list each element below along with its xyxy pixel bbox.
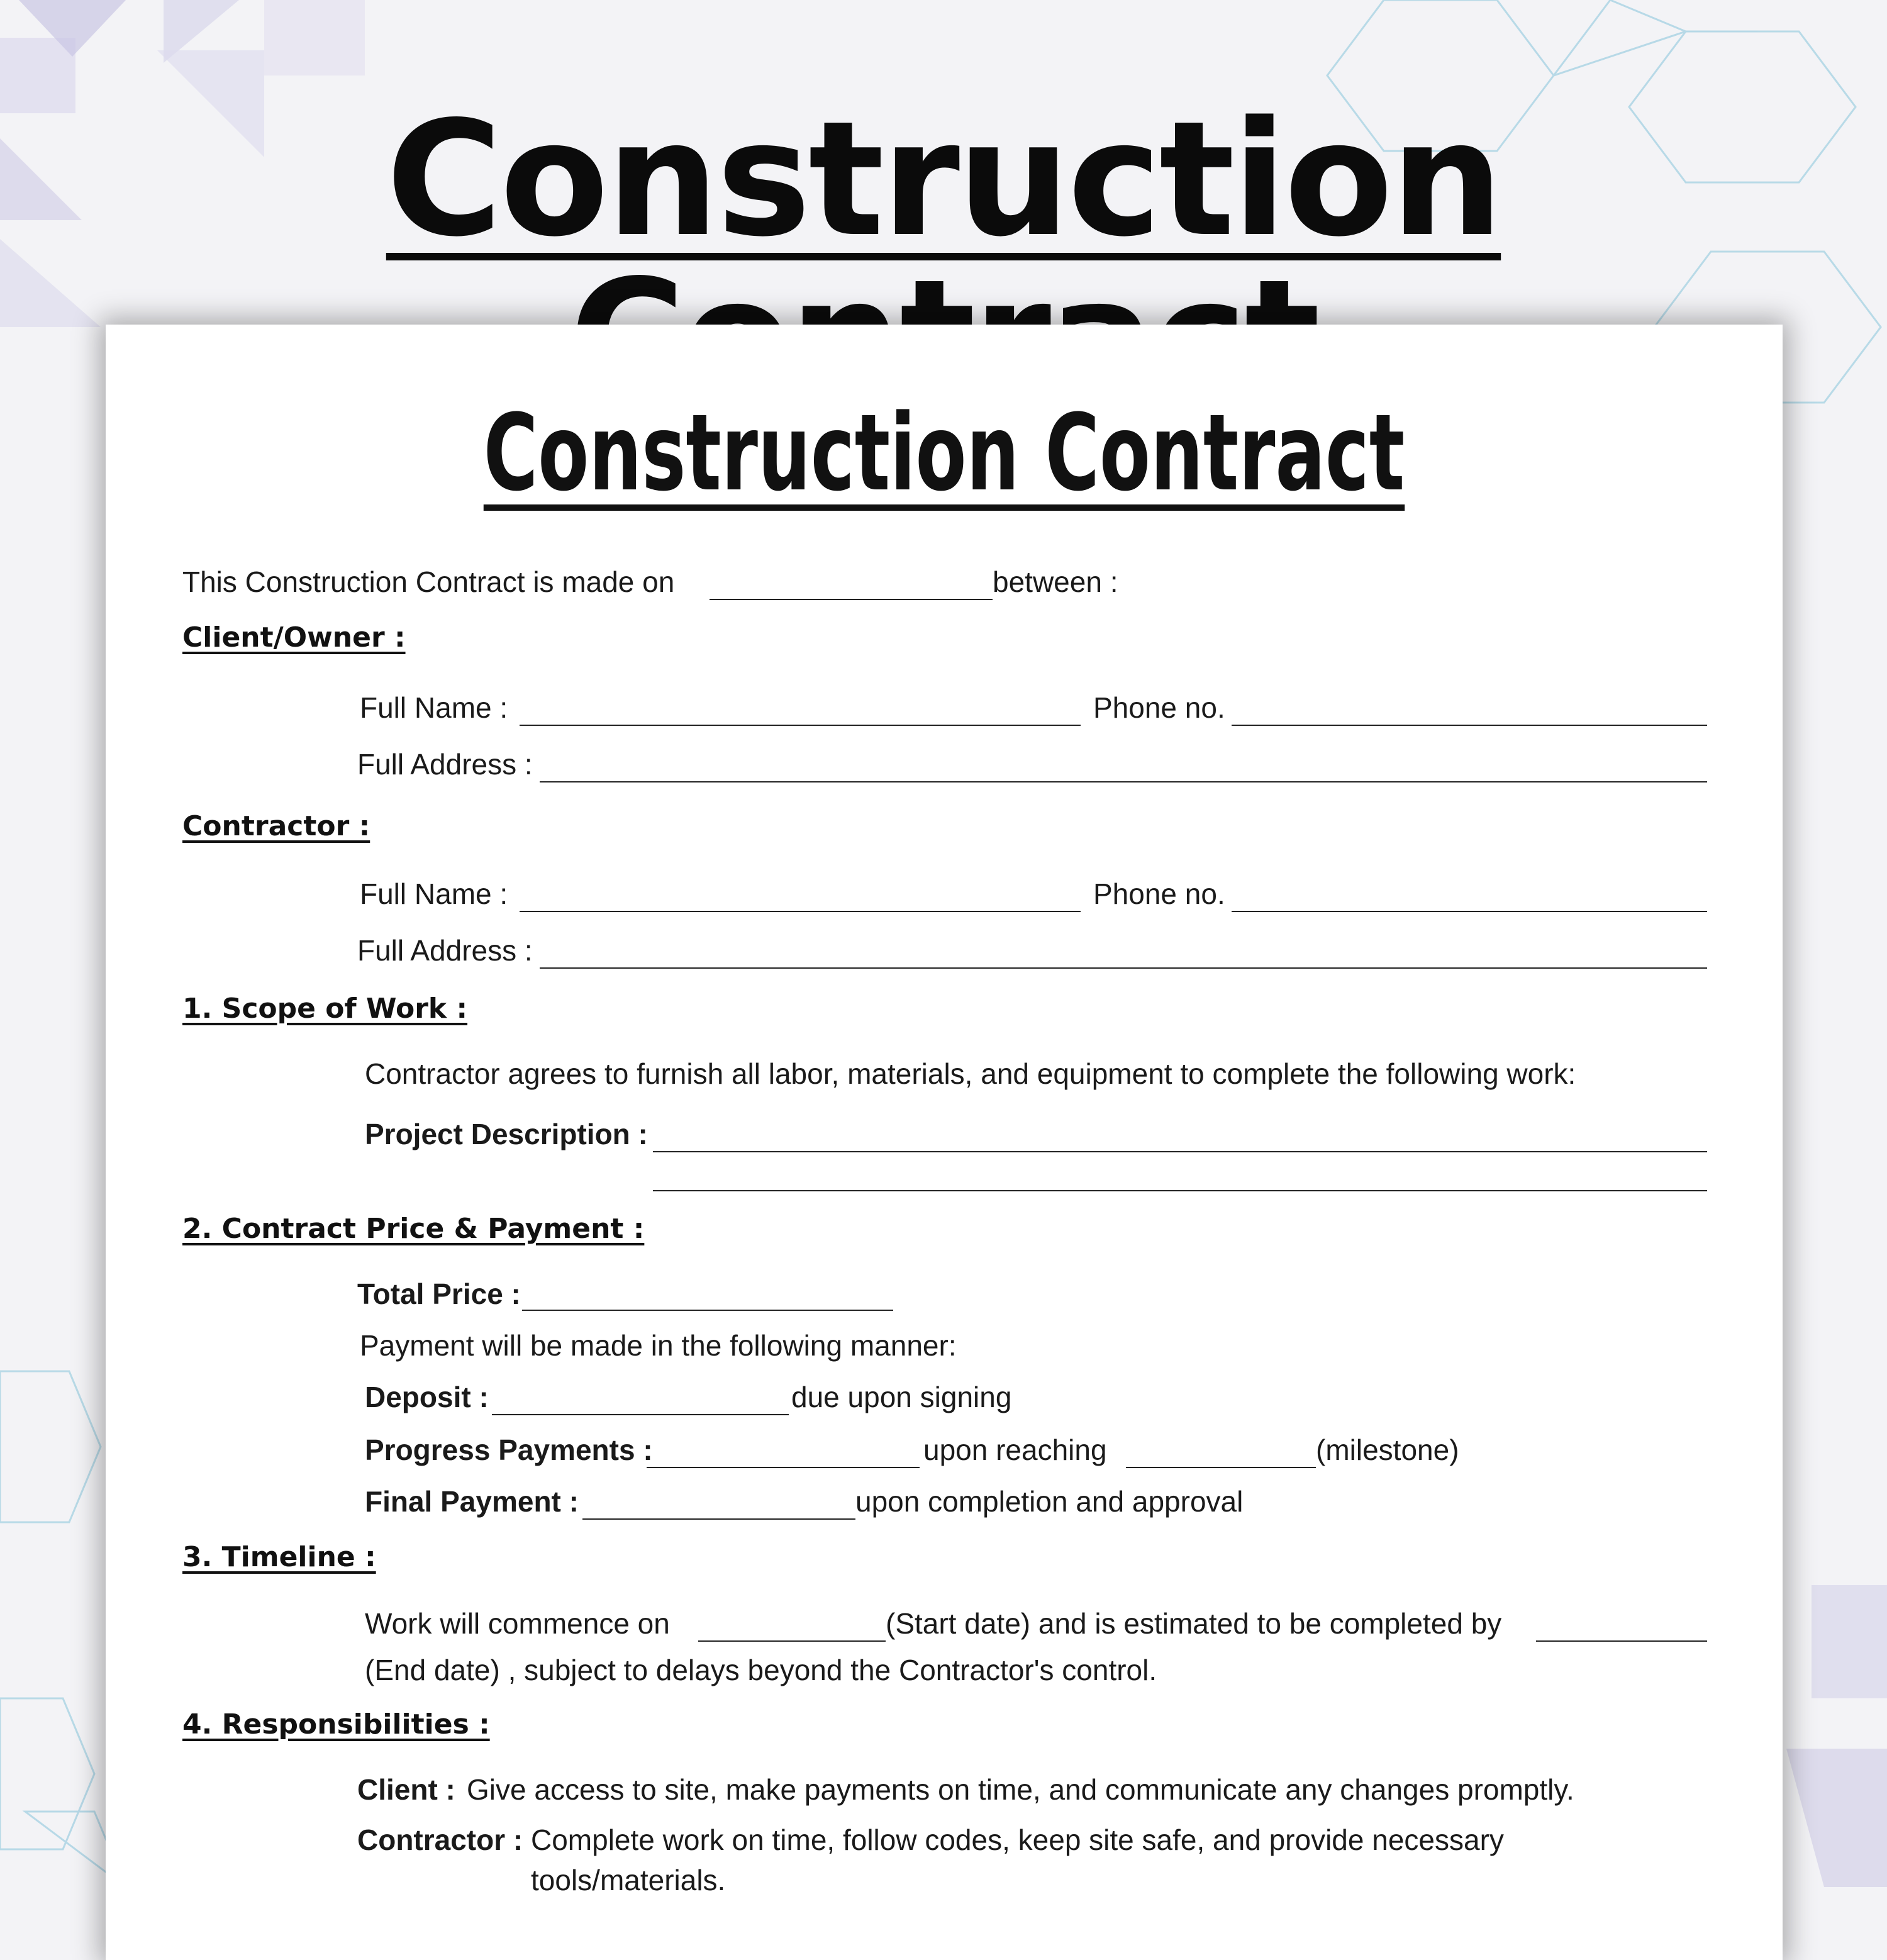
timeline-line2: (End date) , subject to delays beyond the Contractor's control. bbox=[365, 1654, 1157, 1686]
project-description-field-2[interactable] bbox=[653, 1190, 1707, 1191]
progress-mid-text: upon reaching bbox=[923, 1434, 1107, 1466]
milestone-field[interactable] bbox=[1126, 1467, 1316, 1468]
client-address-label: Full Address : bbox=[357, 748, 533, 781]
contractor-heading: Contractor : bbox=[182, 810, 370, 842]
timeline-prefix: Work will commence on bbox=[365, 1607, 670, 1640]
client-heading: Client/Owner : bbox=[182, 621, 406, 654]
final-payment-suffix: upon completion and approval bbox=[855, 1485, 1244, 1518]
intro-between: between : bbox=[993, 565, 1118, 598]
scope-text: Contractor agrees to furnish all labor, materials, and equipment to complete the following work: bbox=[365, 1057, 1576, 1090]
final-payment-label: Final Payment : bbox=[365, 1485, 579, 1518]
document-title: Construction Contract bbox=[483, 391, 1405, 515]
progress-payments-label: Progress Payments : bbox=[365, 1434, 653, 1466]
progress-payments-field[interactable] bbox=[647, 1467, 920, 1468]
deposit-field[interactable] bbox=[492, 1414, 789, 1415]
client-responsibility-text: Give access to site, make payments on time, and communicate any changes promptly. bbox=[467, 1773, 1574, 1806]
contractor-address-label: Full Address : bbox=[357, 934, 533, 967]
client-name-label: Full Name : bbox=[360, 691, 508, 724]
project-description-field[interactable] bbox=[653, 1151, 1707, 1152]
contractor-address-field[interactable] bbox=[540, 967, 1707, 969]
start-date-field[interactable] bbox=[698, 1640, 886, 1642]
intro-text: This Construction Contract is made on bbox=[182, 565, 675, 598]
contractor-phone-label: Phone no. bbox=[1093, 877, 1225, 910]
client-responsibility-label: Client : bbox=[357, 1773, 455, 1806]
deposit-label: Deposit : bbox=[365, 1381, 489, 1413]
timeline-mid-text: (Start date) and is estimated to be completed by bbox=[886, 1607, 1502, 1640]
contract-document bbox=[106, 325, 1783, 1960]
client-name-field[interactable] bbox=[520, 725, 1081, 726]
timeline-heading: 3. Timeline : bbox=[182, 1541, 376, 1573]
deposit-suffix: due upon signing bbox=[791, 1381, 1012, 1413]
total-price-field[interactable] bbox=[522, 1310, 893, 1311]
client-phone-field[interactable] bbox=[1232, 725, 1707, 726]
milestone-suffix: (milestone) bbox=[1316, 1434, 1459, 1466]
contractor-phone-field[interactable] bbox=[1232, 911, 1707, 912]
banner-title: Construction bbox=[386, 87, 1501, 272]
client-phone-label: Phone no. bbox=[1093, 691, 1225, 724]
total-price-label: Total Price : bbox=[357, 1278, 521, 1310]
payment-manner-text: Payment will be made in the following manner: bbox=[360, 1329, 957, 1362]
contractor-responsibility-label: Contractor : bbox=[357, 1824, 523, 1856]
final-payment-field[interactable] bbox=[582, 1518, 855, 1520]
project-description-label: Project Description : bbox=[365, 1118, 648, 1150]
contract-date-field[interactable] bbox=[710, 599, 993, 600]
client-address-field[interactable] bbox=[540, 781, 1707, 782]
scope-heading: 1. Scope of Work : bbox=[182, 993, 468, 1025]
end-date-field[interactable] bbox=[1536, 1640, 1707, 1642]
price-heading: 2. Contract Price & Payment : bbox=[182, 1213, 645, 1245]
contractor-responsibility-text-2: tools/materials. bbox=[531, 1864, 726, 1896]
contractor-name-field[interactable] bbox=[520, 911, 1081, 912]
contractor-name-label: Full Name : bbox=[360, 877, 508, 910]
responsibilities-heading: 4. Responsibilities : bbox=[182, 1708, 490, 1740]
contractor-responsibility-text: Complete work on time, follow codes, keep site safe, and provide necessary bbox=[531, 1824, 1504, 1856]
